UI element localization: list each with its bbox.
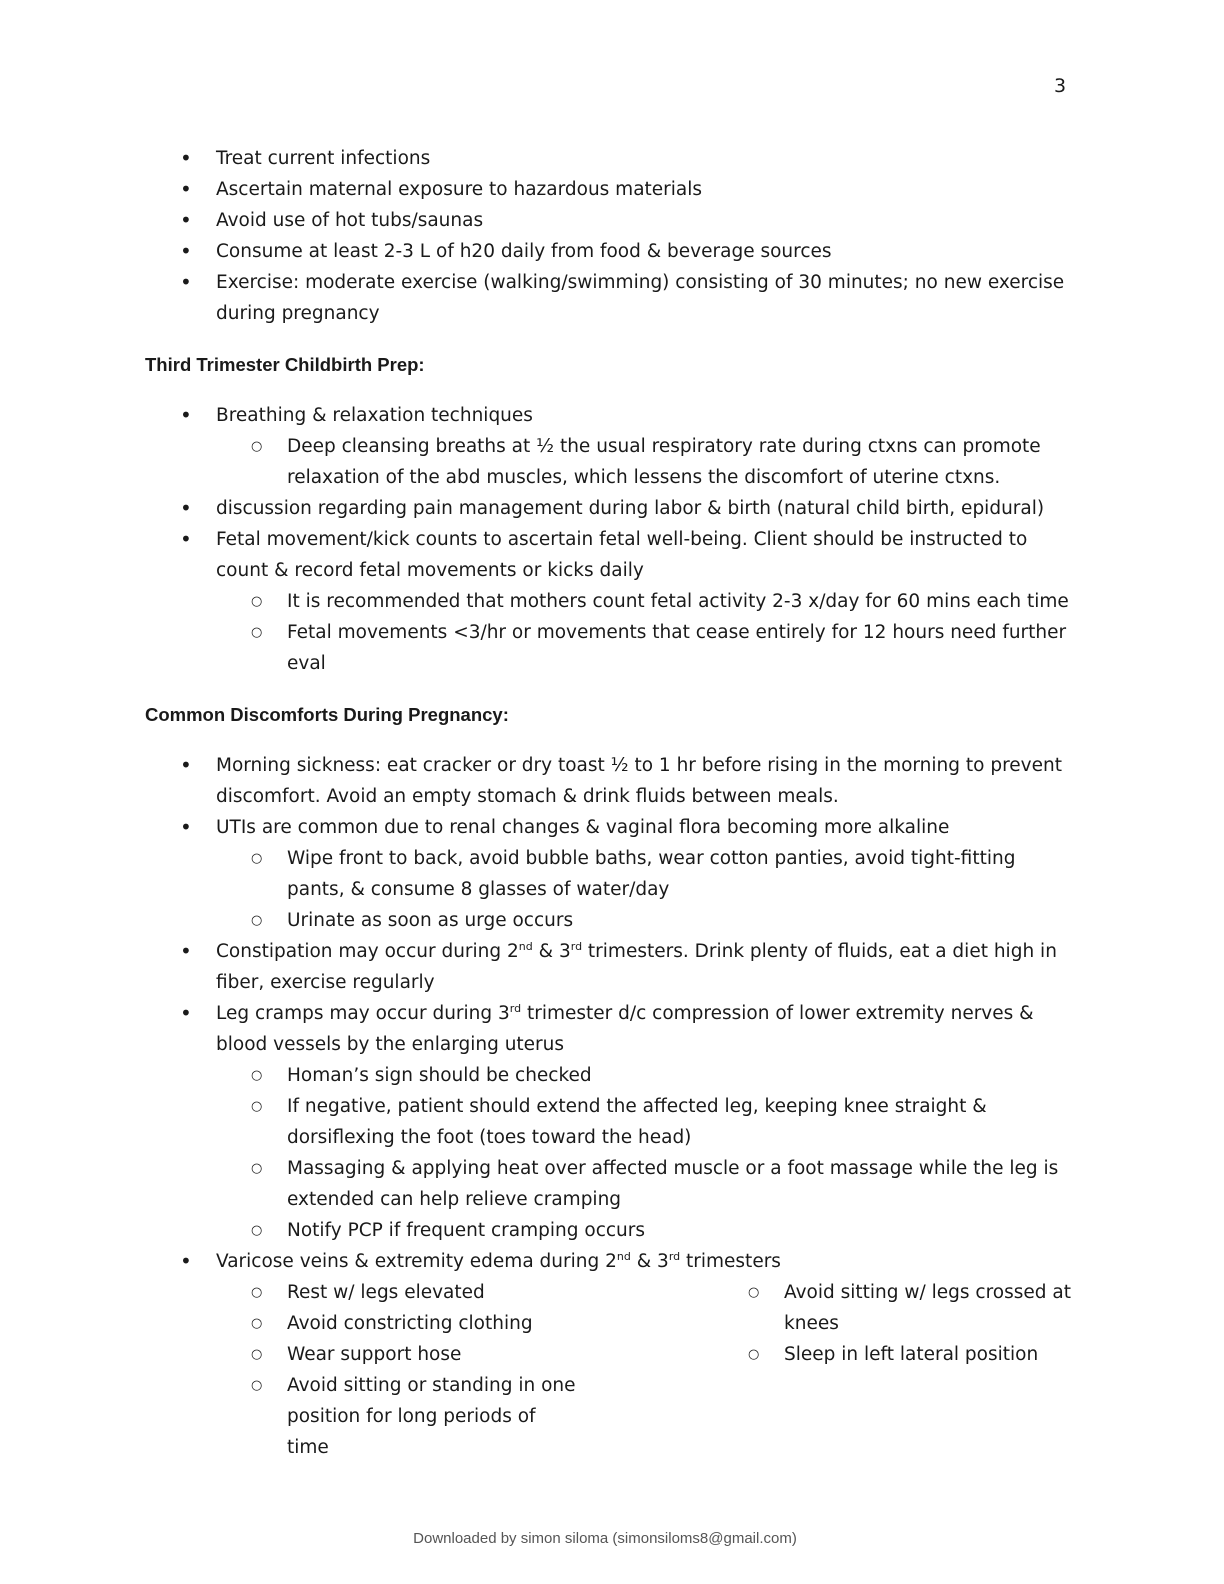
section-heading-third-trimester: Third Trimester Childbirth Prep: — [145, 354, 425, 375]
superscript: nd — [518, 939, 533, 953]
sub-list-item: ○ Sleep in left lateral position — [497, 1339, 1097, 1370]
sub-list-item: ○ Wear support hose — [0, 1339, 580, 1370]
list-item-constipation — [0, 936, 1224, 998]
list-item: • Consume at least 2-3 L of h20 daily from food & beverage sources — [0, 236, 1224, 267]
sub-list-item: ○ It is recommended that mothers count fetal activity 2-3 x/day for 60 mins each time — [0, 586, 1224, 617]
sub-list-item: ○ Avoid constricting clothing — [0, 1308, 580, 1339]
text-run: trimester d/c compression of lower extremity nerves & blood vessels by the enlarging uterus — [216, 1003, 1034, 1055]
text-run: trimesters — [680, 1251, 781, 1272]
sub-list-item: ○ Avoid sitting w/ legs crossed at knees — [497, 1277, 1097, 1339]
text-run: Constipation may occur during 2 — [216, 941, 519, 962]
document-body — [0, 143, 1224, 1463]
sub-list-item: ○ Avoid sitting or standing in one position for long periods of time — [0, 1370, 580, 1463]
list-item: • Breathing & relaxation techniques — [0, 400, 1224, 431]
sub-list-item: ○ Notify PCP if frequent cramping occurs — [0, 1215, 1224, 1246]
text-run: Leg cramps may occur during 3 — [216, 1003, 510, 1024]
list-item: • UTIs are common due to renal changes & vaginal flora becoming more alkaline — [0, 812, 1224, 843]
sub-list-item: ○ Urinate as soon as urge occurs — [0, 905, 1224, 936]
sub-list-item: ○ Homan’s sign should be checked — [0, 1060, 1224, 1091]
sub-list-item: ○ If negative, patient should extend the affected leg, keeping knee straight & dorsiflexing the foot (toes toward the head) — [0, 1091, 1224, 1153]
list-item: • Fetal movement/kick counts to ascertain fetal well-being. Client should be instructed to count & record fetal movements or kicks daily — [0, 524, 1224, 586]
list-item: • Ascertain maternal exposure to hazardous materials — [0, 174, 1224, 205]
sub-list-item: ○ Fetal movements <3/hr or movements that cease entirely for 12 hours need further eval — [0, 617, 1224, 679]
sub-list-item: ○ Massaging & applying heat over affected muscle or a foot massage while the leg is extended can help relieve cramping — [0, 1153, 1224, 1215]
list-item: • Avoid use of hot tubs/saunas — [0, 205, 1224, 236]
page-number: 3 — [1054, 75, 1067, 97]
sub-list-left-column — [0, 1277, 580, 1463]
sub-list-right-column — [497, 1277, 1097, 1370]
list-item-varicose-veins — [0, 1246, 1224, 1277]
text-run: & 3 — [630, 1251, 669, 1272]
superscript: rd — [509, 1001, 522, 1015]
list-item-leg-cramps — [0, 998, 1224, 1060]
list-item: • Treat current infections — [0, 143, 1224, 174]
text-run: trimesters. Drink plenty of fluids, eat a diet high in fiber, exercise regularly — [216, 941, 1057, 993]
list-item: • discussion regarding pain management during labor & birth (natural child birth, epidural) — [0, 493, 1224, 524]
sub-list-item: ○ Rest w/ legs elevated — [0, 1277, 580, 1308]
text-run: Varicose veins & extremity edema during 2 — [216, 1251, 617, 1272]
list-item: • Exercise: moderate exercise (walking/swimming) consisting of 30 minutes; no new exercise during pregnancy — [0, 267, 1224, 329]
section-heading-discomforts: Common Discomforts During Pregnancy: — [145, 704, 509, 725]
download-footer: Downloaded by simon siloma (simonsiloms8@gmail.com) — [413, 1530, 797, 1547]
superscript: rd — [668, 1249, 681, 1263]
superscript: nd — [616, 1249, 631, 1263]
sub-list-item: ○ Wipe front to back, avoid bubble baths, wear cotton panties, avoid tight-fitting pants, & consume 8 glasses of water/day — [0, 843, 1224, 905]
text-run: & 3 — [532, 941, 571, 962]
list-item: • Morning sickness: eat cracker or dry toast ½ to 1 hr before rising in the morning to prevent discomfort. Avoid an empty stomach & drink fluids between meals. — [0, 750, 1224, 812]
two-column-sub-list — [0, 1277, 1224, 1463]
sub-list-item: ○ Deep cleansing breaths at ½ the usual respiratory rate during ctxns can promote relaxation of the abd muscles, which lessens the discomfort of uterine ctxns. — [0, 431, 1224, 493]
superscript: rd — [570, 939, 583, 953]
